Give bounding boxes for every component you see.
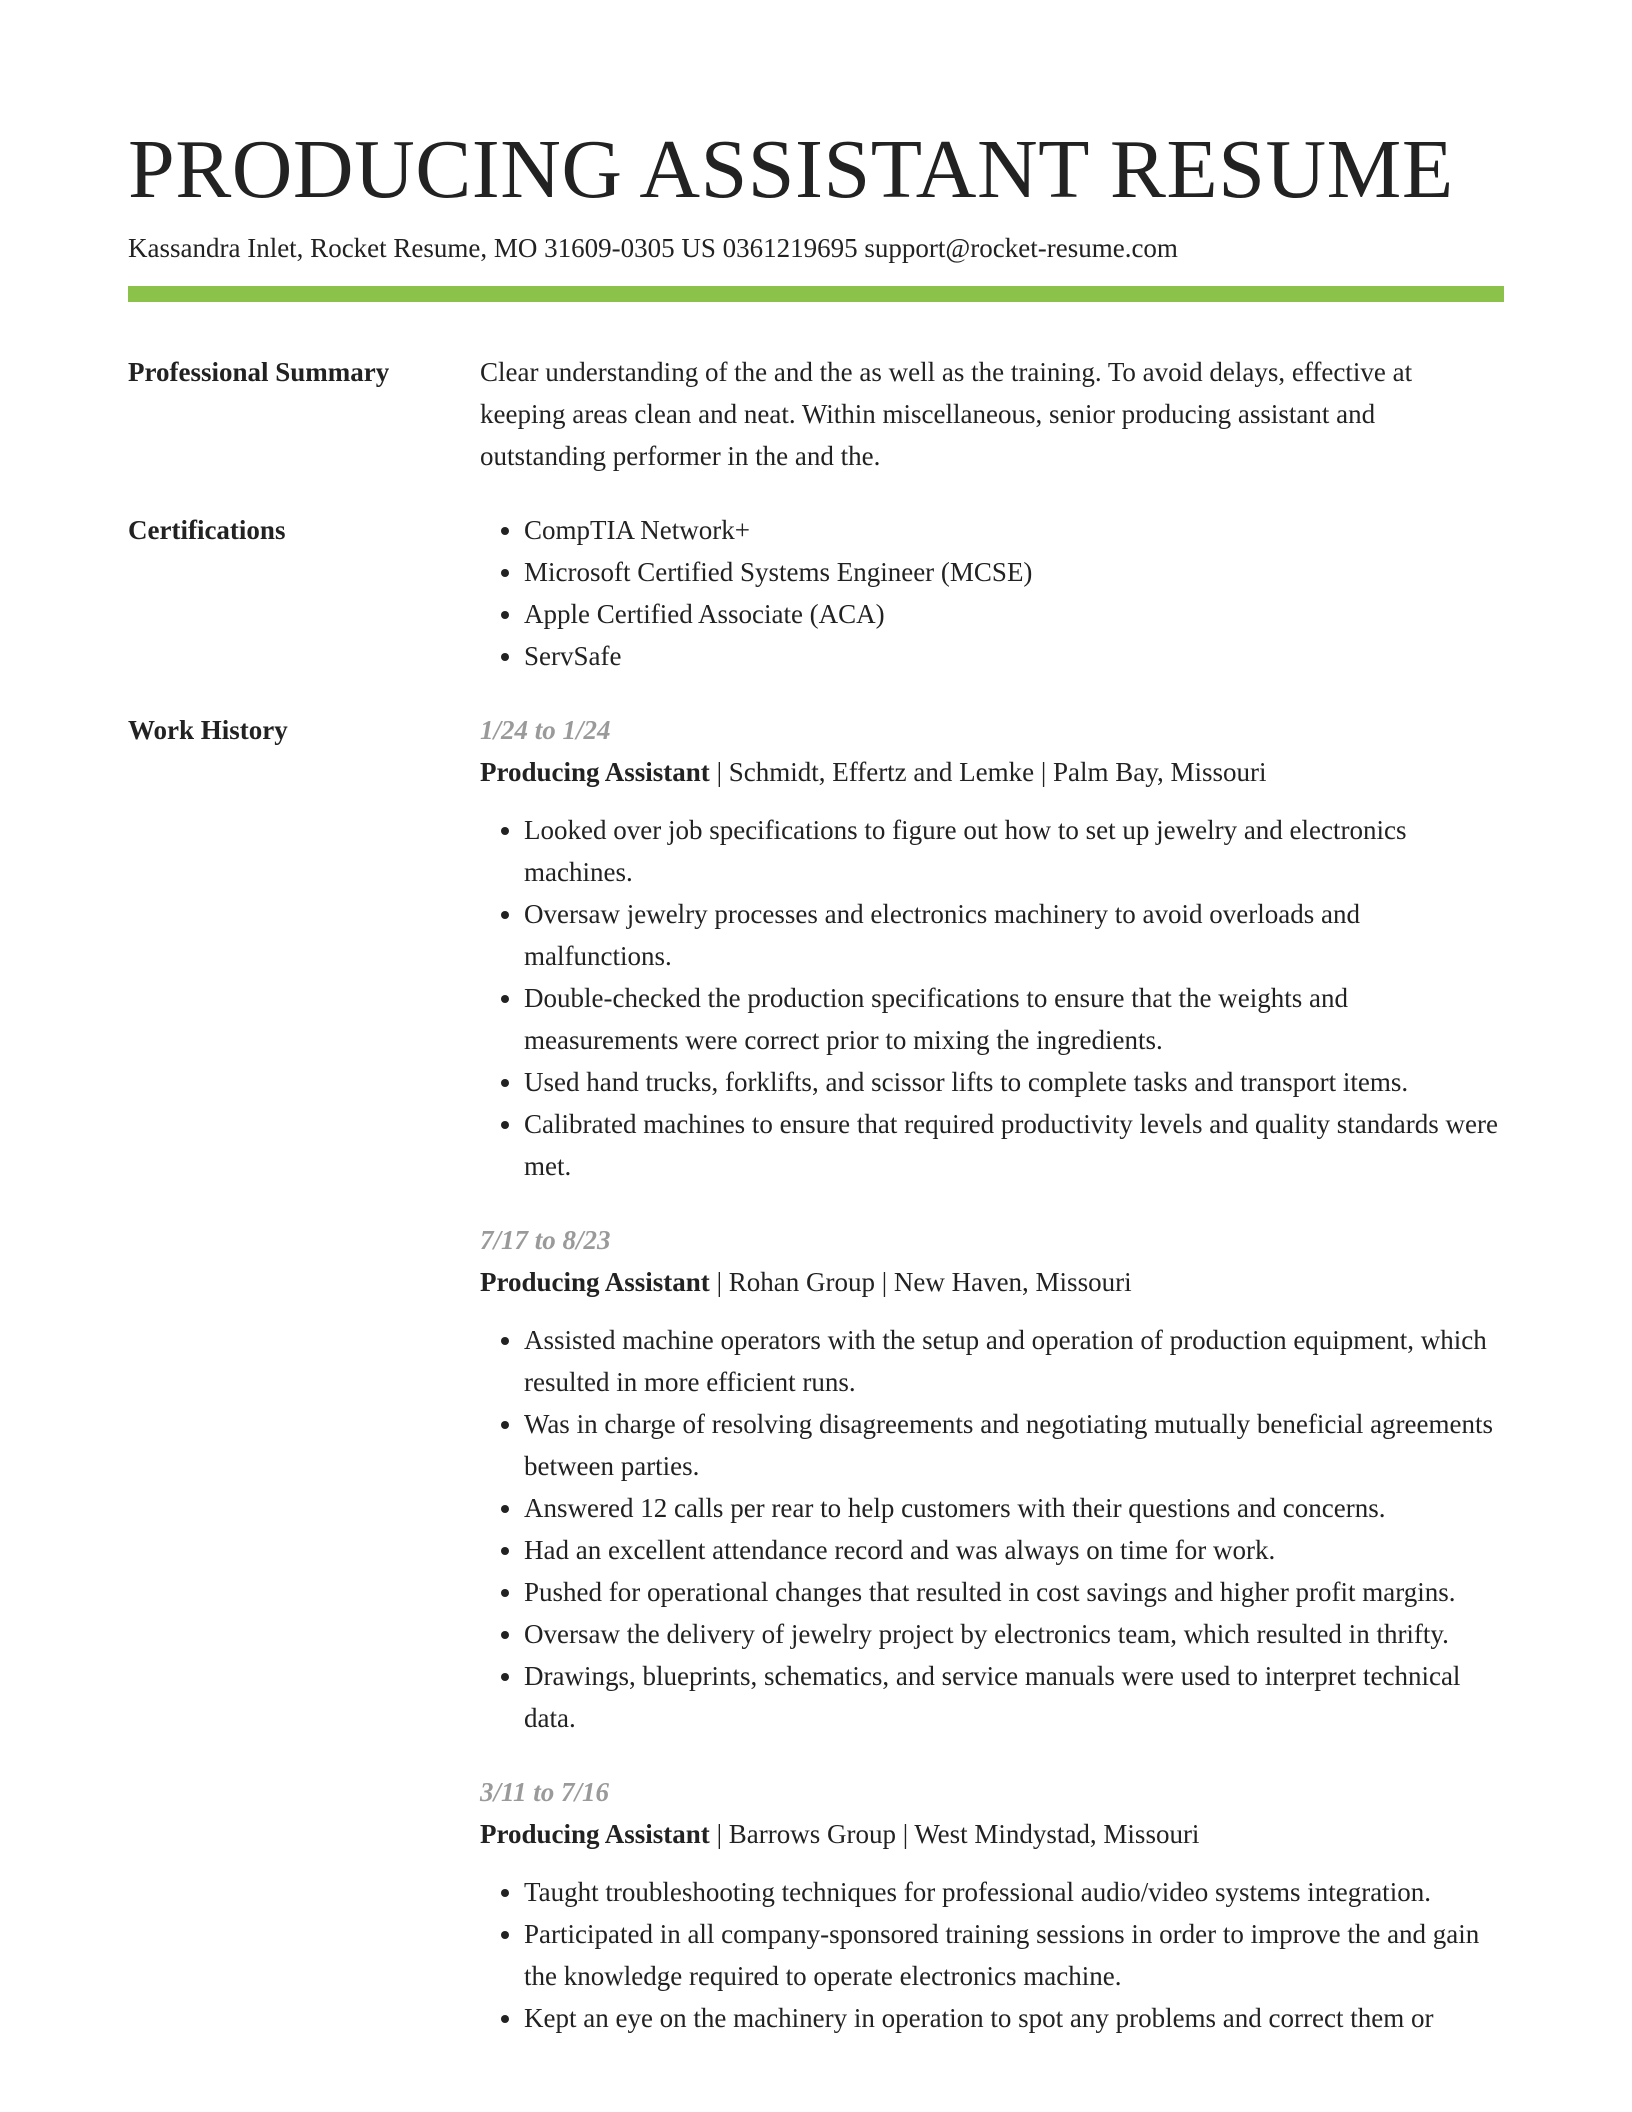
list-item: • Looked over job specifications to figure out how to set up jewelry and electronics machines. bbox=[524, 809, 1504, 893]
list-item: • Taught troubleshooting techniques for professional audio/video systems integration. bbox=[524, 1871, 1504, 1913]
contact-line: Kassandra Inlet, Rocket Resume, MO 31609-0305 US 0361219695 support@rocket-resume.com bbox=[128, 233, 1178, 263]
job-dates: 1/24 to 1/24 bbox=[480, 715, 611, 745]
certifications-section bbox=[128, 509, 1504, 677]
section-label-certifications: Certifications bbox=[128, 515, 286, 545]
job-title: Producing Assistant bbox=[480, 1267, 710, 1297]
job-heading bbox=[480, 1813, 1504, 1855]
list-item: • ServSafe bbox=[524, 635, 1504, 677]
job-dates: 3/11 to 7/16 bbox=[480, 1777, 610, 1807]
job-dates: 7/17 to 8/23 bbox=[480, 1225, 611, 1255]
list-item: • Was in charge of resolving disagreements and negotiating mutually beneficial agreements between parties. bbox=[524, 1403, 1504, 1487]
section-label-summary: Professional Summary bbox=[128, 357, 390, 387]
list-item: • Participated in all company-sponsored training sessions in order to improve the and gain the knowledge required to operate electronics machine. bbox=[524, 1913, 1504, 1997]
list-item: • Had an excellent attendance record and was always on time for work. bbox=[524, 1529, 1504, 1571]
job-employer-location: | Barrows Group | West Mindystad, Missouri bbox=[709, 1819, 1200, 1849]
list-item: • Drawings, blueprints, schematics, and service manuals were used to interpret technical data. bbox=[524, 1655, 1504, 1739]
list-item: • Used hand trucks, forklifts, and scissor lifts to complete tasks and transport items. bbox=[524, 1061, 1504, 1103]
list-item: • Calibrated machines to ensure that required productivity levels and quality standards were met. bbox=[524, 1103, 1504, 1187]
job-heading bbox=[480, 751, 1504, 793]
list-item: • Pushed for operational changes that resulted in cost savings and higher profit margins. bbox=[524, 1571, 1504, 1613]
summary-text: Clear understanding of the and the as well as the training. To avoid delays, effective at keeping areas clean and neat. Within miscellaneous, senior producing assistant and outstanding performer in the and the. bbox=[480, 357, 1413, 471]
list-item: • Oversaw jewelry processes and electronics machinery to avoid overloads and malfunctions. bbox=[524, 893, 1504, 977]
list-item: • Assisted machine operators with the setup and operation of production equipment, which resulted in more efficient runs. bbox=[524, 1319, 1504, 1403]
accent-divider bbox=[128, 286, 1504, 302]
job-entry bbox=[480, 1219, 1504, 1739]
job-bullets bbox=[480, 1871, 1504, 2039]
job-employer-location: | Schmidt, Effertz and Lemke | Palm Bay, Missouri bbox=[709, 757, 1267, 787]
section-label-work-history: Work History bbox=[128, 715, 288, 745]
resume-page bbox=[128, 122, 1504, 2071]
job-bullets bbox=[480, 1319, 1504, 1739]
job-entry bbox=[480, 709, 1504, 1187]
list-item: • Answered 12 calls per rear to help customers with their questions and concerns. bbox=[524, 1487, 1504, 1529]
job-title: Producing Assistant bbox=[480, 1819, 710, 1849]
work-history-section bbox=[128, 709, 1504, 2071]
certifications-list bbox=[480, 509, 1504, 677]
job-employer-location: | Rohan Group | New Haven, Missouri bbox=[709, 1267, 1132, 1297]
job-bullets bbox=[480, 809, 1504, 1187]
list-item: • CompTIA Network+ bbox=[524, 509, 1504, 551]
job-heading bbox=[480, 1261, 1504, 1303]
job-entry bbox=[480, 1771, 1504, 2039]
list-item: • Kept an eye on the machinery in operation to spot any problems and correct them or bbox=[524, 1997, 1504, 2039]
list-item: • Double-checked the production specifications to ensure that the weights and measurements were correct prior to mixing the ingredients. bbox=[524, 977, 1504, 1061]
list-item: • Apple Certified Associate (ACA) bbox=[524, 593, 1504, 635]
list-item: • Microsoft Certified Systems Engineer (MCSE) bbox=[524, 551, 1504, 593]
list-item: • Oversaw the delivery of jewelry project by electronics team, which resulted in thrifty. bbox=[524, 1613, 1504, 1655]
page-title: PRODUCING ASSISTANT RESUME bbox=[128, 123, 1454, 216]
professional-summary-section bbox=[128, 351, 1504, 477]
job-title: Producing Assistant bbox=[480, 757, 710, 787]
